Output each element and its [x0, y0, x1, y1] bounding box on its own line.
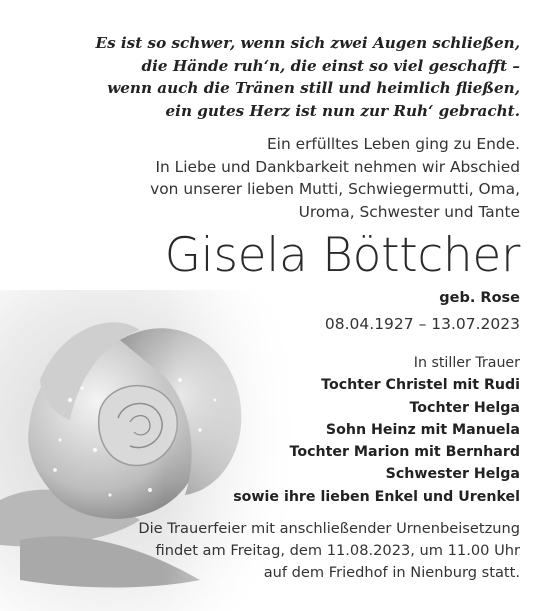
- life-dates: 08.04.1927 – 13.07.2023: [324, 315, 520, 333]
- funeral-line: auf dem Friedhof in Nienburg statt.: [263, 564, 520, 581]
- intro-line: von unserer lieben Mutti, Schwiegermutti, Oma,: [150, 180, 520, 198]
- poem-line: Es ist so schwer, wenn sich zwei Augen schließen,: [95, 34, 520, 52]
- poem: [96, 32, 521, 122]
- mourning-lead: In stiller Trauer: [413, 355, 520, 371]
- mourner-entry: Schwester Helga: [385, 466, 520, 483]
- intro-line: Uroma, Schwester und Tante: [298, 202, 520, 221]
- mourner-entry: Tochter Christel mit Rudi: [321, 377, 520, 394]
- poem-line: ein gutes Herz ist nun zur Ruh‘ gebracht.: [165, 101, 520, 120]
- intro-line: Ein erfülltes Leben ging zu Ende.: [266, 135, 520, 153]
- deceased-name: Gisela Böttcher: [164, 228, 520, 283]
- mourner-entry: sowie ihre lieben Enkel und Urenkel: [233, 488, 520, 505]
- intro-line: In Liebe und Dankbarkeit nehmen wir Abschied: [155, 157, 520, 176]
- poem-line: die Hände ruh‘n, die einst so viel geschafft –: [141, 56, 520, 75]
- mourners-list: [233, 352, 520, 508]
- mourner-entry: Tochter Helga: [409, 399, 520, 416]
- mourner-entry: Sohn Heinz mit Manuela: [325, 421, 520, 438]
- mourner-entry: Tochter Marion mit Bernhard: [289, 444, 520, 461]
- funeral-line: Die Trauerfeier mit anschließender Urnenbeisetzung: [138, 520, 520, 537]
- funeral-line: findet am Freitag, dem 11.08.2023, um 11.00 Uhr: [155, 542, 520, 559]
- funeral-details: [138, 518, 520, 584]
- maiden-name: geb. Rose: [439, 290, 520, 306]
- poem-line: wenn auch die Tränen still und heimlich fließen,: [107, 79, 520, 98]
- intro-text: [150, 133, 520, 223]
